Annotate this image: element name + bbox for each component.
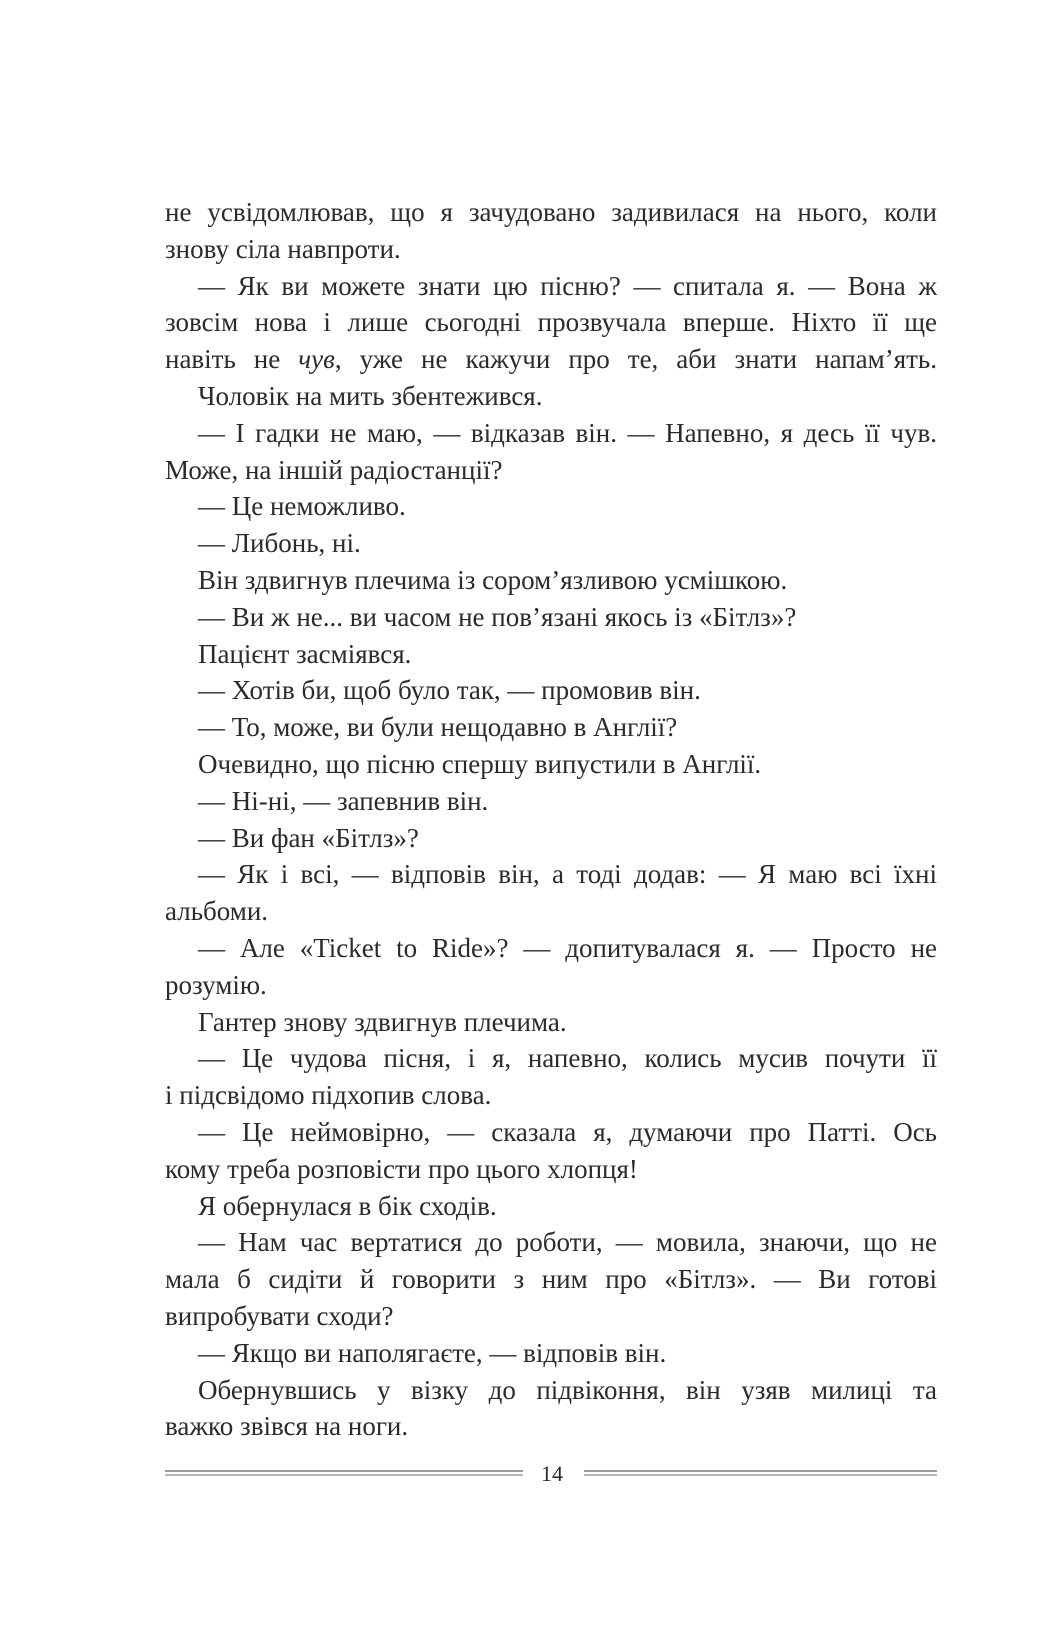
text-span: кому треба розповісти про цього хлопця! [165, 1153, 638, 1184]
text-line [165, 930, 937, 967]
text-span: Обернувшись у візку до підвіконня, він узяв милиці та [198, 1374, 937, 1405]
text-line [165, 1077, 937, 1114]
text-line [165, 1114, 937, 1151]
text-line [165, 525, 937, 562]
text-line [165, 1151, 937, 1188]
text-span: Пацієнт засміявся. [198, 638, 412, 669]
page-number: 14 [541, 1461, 563, 1486]
text-line [165, 341, 937, 378]
text-span: мала б сидіти й говорити з ним про «Бітлз». — Ви готові [165, 1264, 937, 1295]
text-span: альбоми. [165, 896, 269, 927]
text-line [165, 1004, 937, 1041]
text-line [165, 893, 937, 930]
text-span: — Як ви можете знати цю пісню? — спитала я. — Вона ж [198, 270, 937, 301]
text-span: випробувати сходи? [165, 1300, 394, 1331]
text-line [165, 1188, 937, 1225]
text-line [165, 1408, 937, 1445]
text-span: важко звівся на ноги. [165, 1411, 409, 1442]
text-line [165, 268, 937, 305]
text-line [165, 1224, 937, 1261]
text-line [165, 709, 937, 746]
text-span: — То, може, ви були нещодавно в Англії? [198, 712, 678, 743]
page-footer [165, 1460, 937, 1488]
text-line [165, 452, 937, 489]
text-span: Очевидно, що пісню спершу випустили в Англії. [198, 748, 762, 779]
text-span: Він здвигнув плечима із сором’язливою усмішкою. [198, 564, 788, 595]
text-span: — Якщо ви наполягаєте, — відповів він. [198, 1337, 667, 1368]
text-line [165, 415, 937, 452]
text-span: Я обернулася в бік сходів. [198, 1190, 497, 1221]
text-line [165, 636, 937, 673]
text-span: — Либонь, ні. [198, 528, 361, 559]
text-span: зовсім нова і лише сьогодні прозвучала вперше. Ніхто її ще [165, 307, 937, 338]
footer-rule-left [165, 1470, 523, 1476]
footer-rule-right [584, 1470, 937, 1476]
text-span: , уже не кажучи про те, аби знати напам’ять. [334, 344, 937, 375]
text-span: — Ви ж не... ви часом не пов’язані якось із «Бітлз»? [198, 601, 797, 632]
text-line [165, 1261, 937, 1298]
text-line [165, 562, 937, 599]
text-span: — І гадки не маю, — відказав він. — Напевно, я десь її чув. [198, 417, 937, 448]
text-span: не усвідомлював, що я зачудовано задивилася на нього, коли [165, 197, 937, 227]
text-span: — Як і всі, — відповів він, а тоді додав: — Я маю всі їхні [198, 859, 937, 890]
text-line [165, 304, 937, 341]
text-span: — Хотів би, щоб було так, — промовив він. [198, 675, 701, 706]
text-span: — Але «Ticket to Ride»? — допитувалася я. — Просто не [198, 932, 937, 963]
text-line [165, 1298, 937, 1335]
body-text [165, 194, 937, 1445]
text-span: знову сіла навпроти. [165, 233, 401, 264]
text-span: Може, на іншій радіостанції? [165, 454, 503, 485]
text-line [165, 746, 937, 783]
text-span: — Ні-ні, — запевнив він. [198, 785, 489, 816]
text-span: — Це неможливо. [198, 491, 406, 522]
text-line [165, 1040, 937, 1077]
text-line [165, 231, 937, 268]
text-line [165, 856, 937, 893]
text-span: — Нам час вертатися до роботи, — мовила, знаючи, що не [198, 1227, 937, 1258]
text-line [165, 378, 937, 415]
text-line [165, 820, 937, 857]
text-span: — Це неймовірно, — сказала я, думаючи про Патті. Ось [198, 1116, 937, 1147]
text-span: — Ви фан «Бітлз»? [198, 822, 419, 853]
text-line [165, 599, 937, 636]
text-line [165, 488, 937, 525]
text-span: Гантер знову здвигнув плечима. [198, 1006, 567, 1037]
text-span: Чоловік на мить збентежився. [198, 380, 543, 411]
text-span: навіть не [165, 344, 299, 375]
text-line [165, 967, 937, 1004]
text-line [165, 783, 937, 820]
text-line [165, 672, 937, 709]
text-span: і підсвідомо підхопив слова. [165, 1080, 492, 1111]
italic-text: чув [298, 344, 335, 375]
text-line [165, 1372, 937, 1409]
text-line [165, 194, 937, 231]
text-line [165, 1335, 937, 1372]
text-span: розумію. [165, 969, 267, 1000]
text-span: — Це чудова пісня, і я, напевно, колись мусив почути її [198, 1043, 937, 1074]
